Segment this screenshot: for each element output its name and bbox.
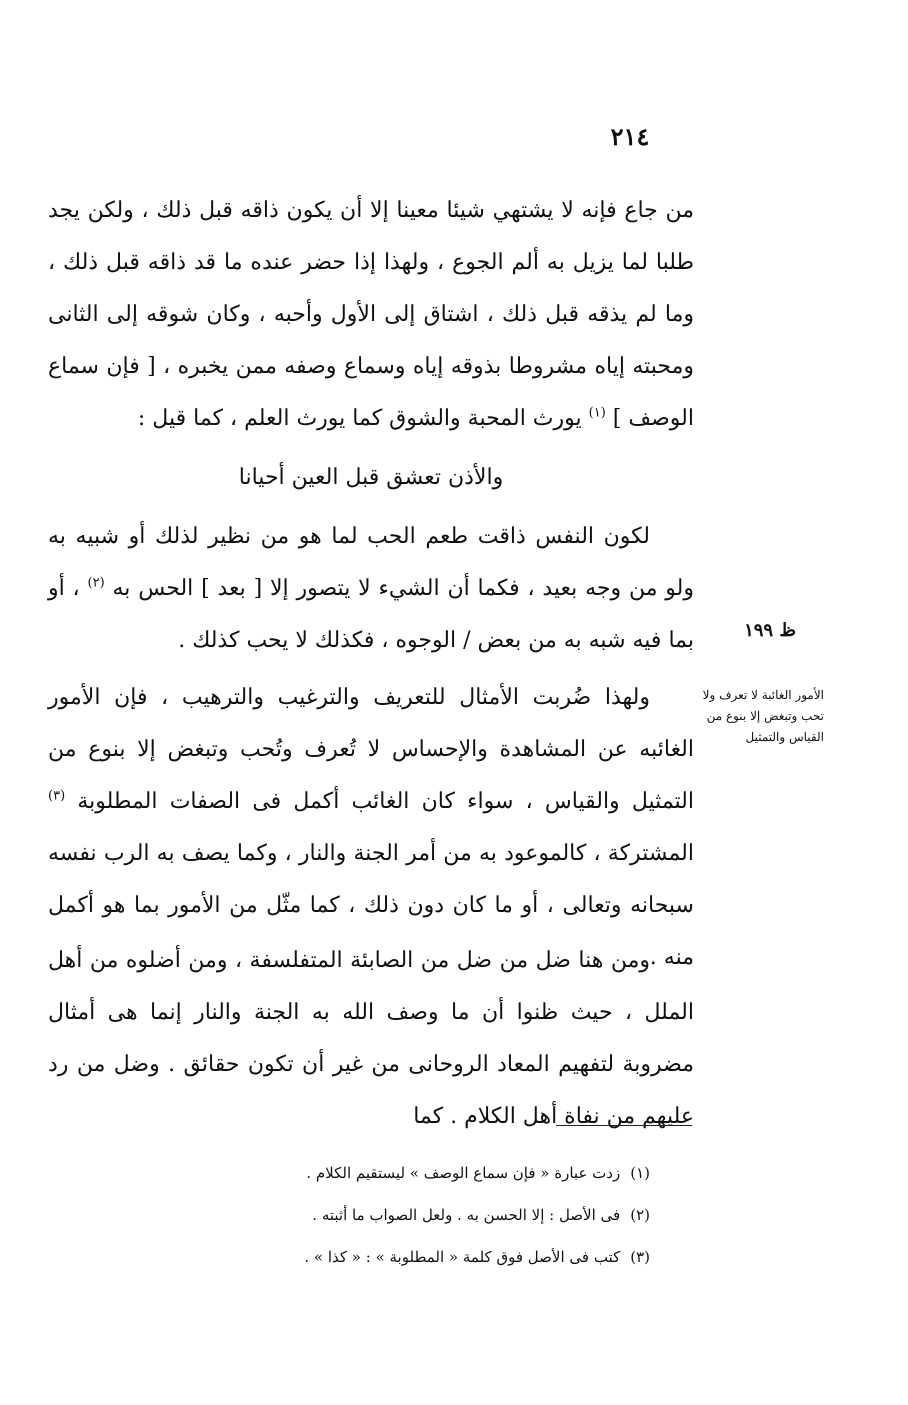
footnote-ref-1: (١) [588,405,606,421]
footnote-ref-2: (٢) [87,575,105,591]
footnote-number: (١) [630,1164,650,1182]
footnote-3 [150,1236,650,1278]
verse-line: والأذن تعشق قبل العين أحيانا [238,465,504,490]
footnote-text: كتب فى الأصل فوق كلمة « المطلوبة » : « كذا » . [304,1248,621,1266]
footnote-separator [556,1125,692,1126]
footnote-text: فى الأصل : إلا الحسن به . ولعل الصواب ما أثبته . [312,1206,621,1224]
paragraph-3-text-continued: المشتركة ، كالموعود به من أمر الجنة والنار ، وكما يصف به الرب نفسه سبحانه وتعالى ، أو ما كان دون ذلك ، كما مثّل من الأمور بما هو أكمل منه . [48,841,694,970]
manuscript-folio-marker: ظ ١٩٩ [744,620,796,641]
footnote-text: زدت عبارة « فإن سماع الوصف » ليستقيم الكلام . [306,1164,621,1182]
footnote-number: (٣) [630,1248,650,1266]
footnotes [150,1152,650,1278]
footnote-1 [150,1152,650,1194]
paragraph-1 [48,185,694,445]
paragraph-3-text: ولهذا ضُربت الأمثال للتعريف والترغيب والترهيب ، فإن الأمور الغائبه عن المشاهدة والإحساس لا تُعرف وتُحب وتبغض إلا بنوع من التمثيل والقياس ، سواء كان الغائب أكمل فى الصفات المطلوبة [48,685,694,814]
footnote-ref-3: (٣) [48,788,66,804]
paragraph-2 [48,511,694,667]
paragraph-2-text-continued: ، أو بما فيه شبه به من بعض / الوجوه ، فكذلك لا يحب كذلك . [48,576,694,653]
margin-note: الأمور الغائبة لا تعرف ولا تحب وتبغض إلا بنوع من القياس والتمثيل [702,688,824,744]
paragraph-4-text: ومن هنا ضل من ضل من الصابئة المتفلسفة ، ومن أضلوه من أهل الملل ، حيث ظنوا أن ما وصف الله به الجنة والنار إنما هى أمثال مضروبة لتفهيم المعاد الروحانى من غير أن تكون حقائق . وضل من رد عليهم من نفاة أهل الكلام . كما [48,948,694,1129]
footnote-number: (٢) [630,1206,650,1224]
paragraph-2-text: لكون النفس ذاقت طعم الحب لما هو من نظير لذلك أو شبيه به ولو من وجه بعيد ، فكما أن الشيء لا يتصور إلا [ بعد ] الحس به [48,524,694,601]
paragraph-1-text: من جاع فإنه لا يشتهي شيئا معينا إلا أن يكون ذاقه قبل ذلك ، ولكن يجد طلبا لما يزيل به ألم الجوع ، ولهذا إذا حضر عنده ما قد ذاقه قبل ذلك ، وما لم يذقه قبل ذلك ، اشتاق إلى الأول وأحبه ، وكان شوقه إلى الثانى ومحبته إياه مشروطا بذوقه إياه وسماع وصفه ممن يخبره ، [ فإن سماع الوصف ] [48,198,694,431]
footnote-2 [150,1194,650,1236]
paragraph-1-text-continued: يورث المحبة والشوق كما يورث العلم ، كما قيل : [137,406,582,431]
paragraph-4 [48,935,694,1143]
page-number: ٢١٤ [610,122,650,151]
